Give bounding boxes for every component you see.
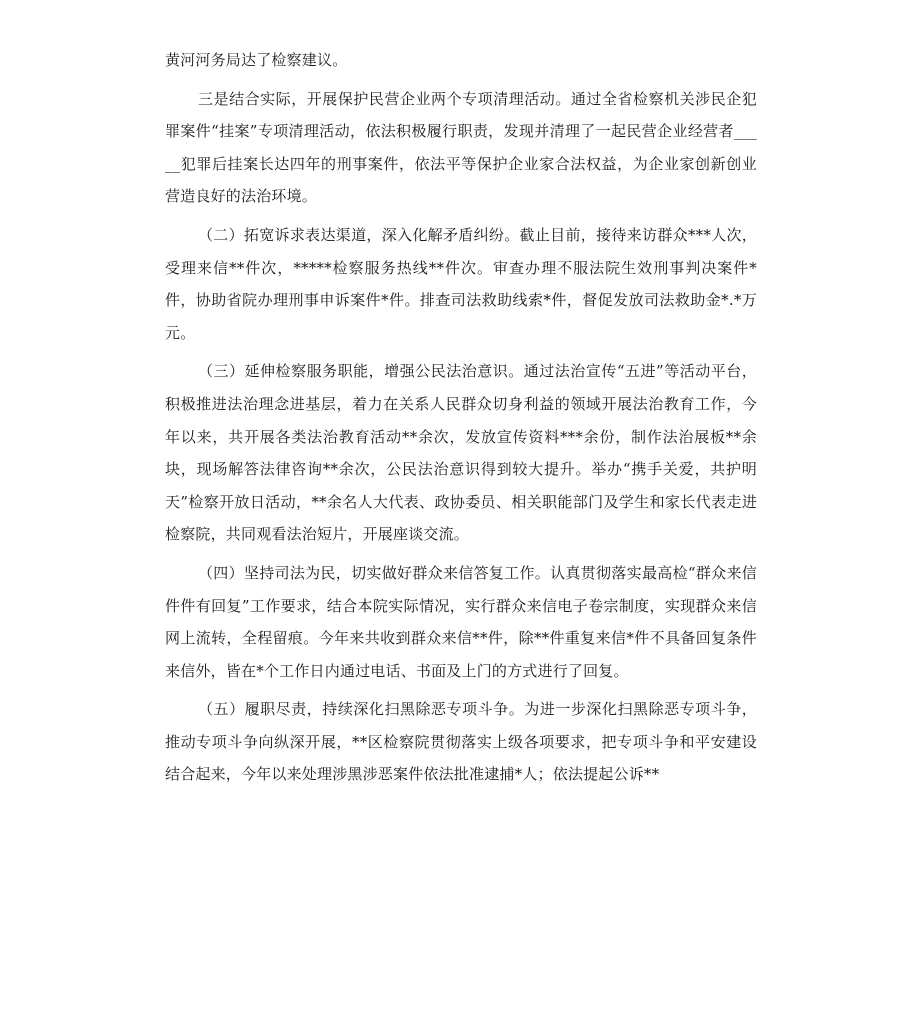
paragraph-1: 黄河河务局达了检察建议。	[165, 51, 348, 69]
paragraph-4: （三）延伸检察服务职能，增强公民法治意识。通过法治宣传“五进”等活动平台，积极推进法治理念进基层，着力在关系人民群众切身利益的领域开展法治教育工作，今年以来，共开展各类法治教育活动**余次，发放宣传资料***余份，制作法治展板**余块，现场解答法律咨询**余次，公民法治意识得到较大提升。举办“携手关爱，共护明天”检察开放日活动，**余名人大代表、政协委员、相关职能部门及学生和家长代表走进检察院，共同观看法治短片，开展座谈交流。	[165, 362, 757, 544]
paragraph-2: 三是结合实际，开展保护民营企业两个专项清理活动。通过全省检察机关涉民企犯罪案件“挂案”专项清理活动，依法积极履行职责，发现并清理了一起民营企业经营者_____犯罪后挂案长达四年的刑事案件，依法平等保护企业家合法权益，为企业家创新创业营造良好的法治环境。	[165, 89, 757, 206]
paragraph-5: （四）坚持司法为民，切实做好群众来信答复工作。认真贯彻落实最高检“群众来信件件有回复”工作要求，结合本院实际情况，实行群众来信电子卷宗制度，实现群众来信网上流转，全程留痕。今年来共收到群众来信**件，除**件重复来信*件不具备回复条件来信外，皆在*个工作日内通过电话、书面及上门的方式进行了回复。	[165, 563, 757, 680]
paragraph-6: （五）履职尽责，持续深化扫黑除恶专项斗争。为进一步深化扫黑除恶专项斗争，推动专项斗争向纵深开展，**区检察院贯彻落实上级各项要求，把专项斗争和平安建设结合起来，今年以来处理涉黑涉恶案件依法批准逮捕*人；依法提起公诉**	[165, 700, 757, 784]
paragraph-3: （二）拓宽诉求表达渠道，深入化解矛盾纠纷。截止目前，接待来访群众***人次，受理来信**件次，*****检察服务热线**件次。审查办理不服法院生效刑事判决案件*件，协助省院办理刑事申诉案件*件。排查司法救助线索*件，督促发放司法救助金*.*万元。	[165, 225, 757, 342]
document-body	[165, 44, 757, 797]
